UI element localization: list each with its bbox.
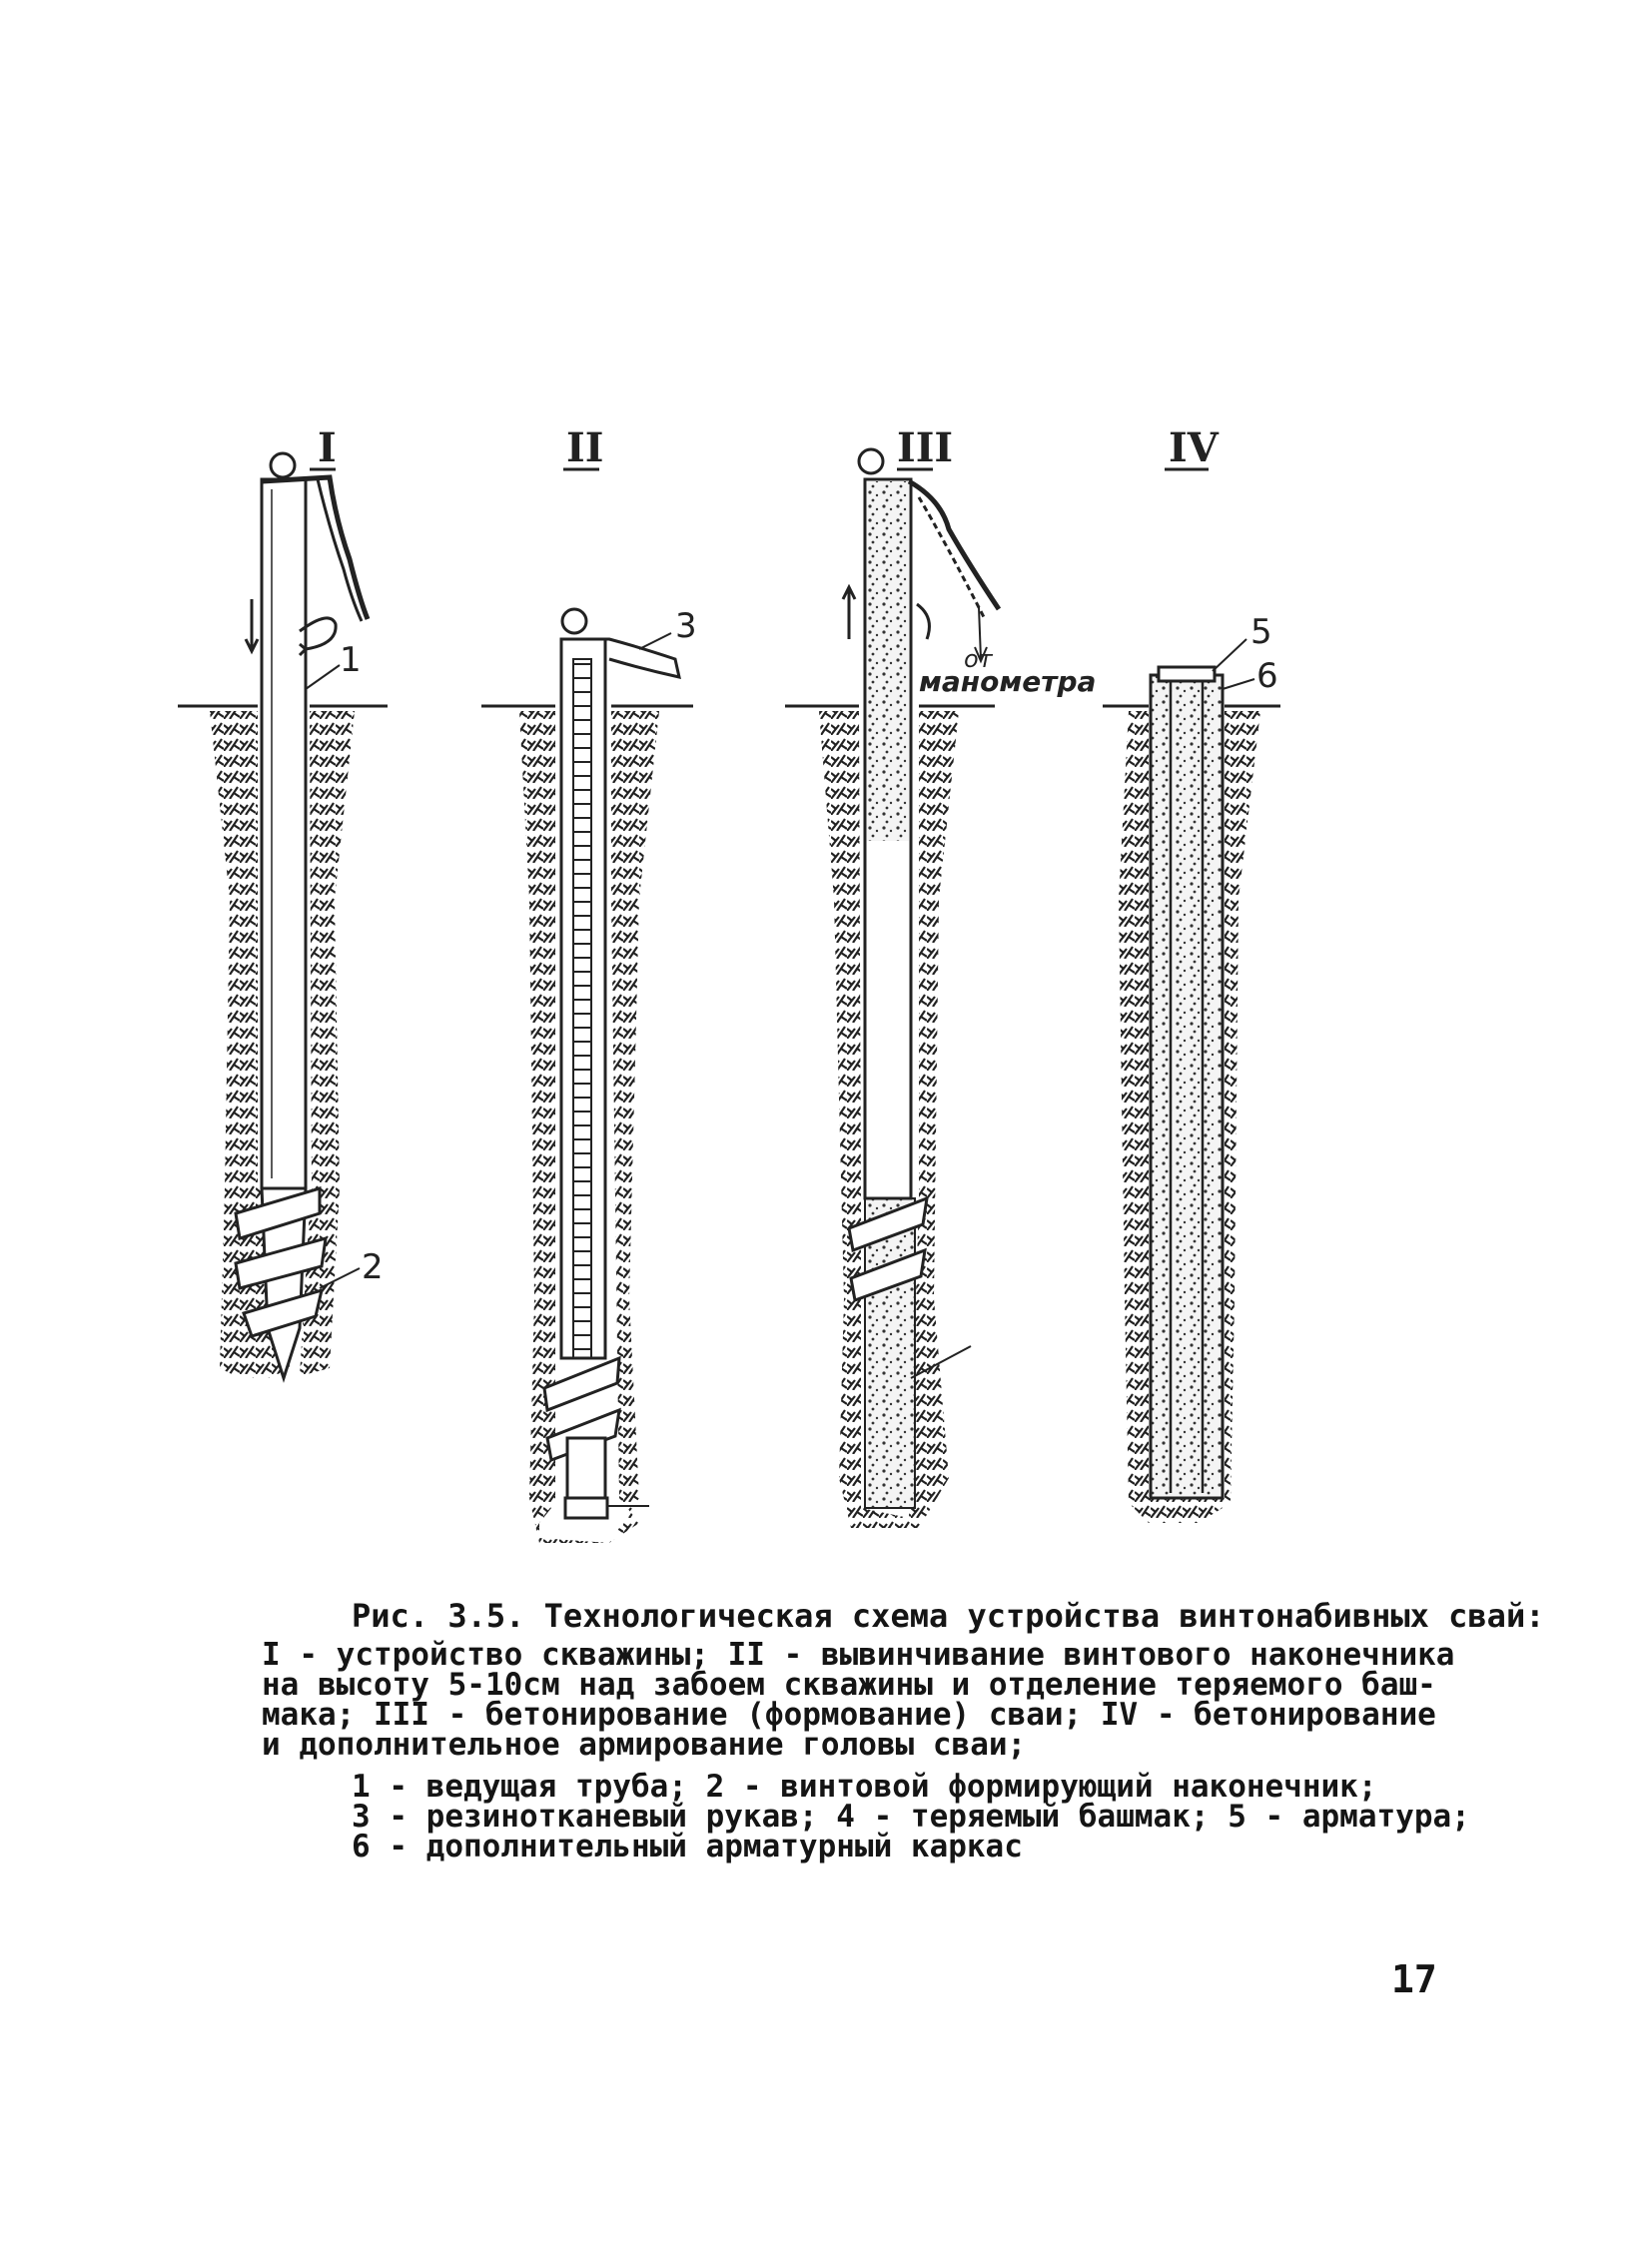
caption-legend-line: 6 - дополнительный арматурный каркас — [352, 1829, 1023, 1865]
stage-iv-drawing — [1103, 424, 1280, 1523]
caption-stage-line: мака; III - бетонирование (формование) сваи; IV - бетонирование — [262, 1697, 1436, 1733]
callout-2: 2 — [362, 1247, 384, 1287]
caption-stage-line: на высоту 5-10см над забоем скважины и отделение теряемого баш- — [262, 1667, 1436, 1703]
concrete-pile-stage-iv — [1151, 675, 1223, 1498]
callout-1: 1 — [340, 640, 362, 680]
caption-stage-line: и дополнительное армирование головы сваи; — [262, 1727, 1027, 1763]
stage-iii-drawing — [785, 424, 1096, 1528]
swivel-head-icon — [271, 453, 295, 477]
callout-manometer: манометра — [919, 665, 1097, 698]
stage-label-iii: III — [897, 424, 954, 471]
caption-title: Рис. 3.5. Технологическая схема устройства винтонабивных свай: — [352, 1597, 1545, 1635]
caption-legend-line: 1 - ведущая труба; 2 - винтовой формирующий наконечник; — [352, 1769, 1377, 1805]
caption-stage-line: I - устройство скважины; II - вывинчивание винтового наконечника — [262, 1637, 1455, 1673]
swivel-head-icon-3 — [859, 449, 883, 473]
stage-label-iv: IV — [1169, 424, 1219, 471]
page-number: 17 — [1391, 1957, 1437, 2001]
stage-label-ii: II — [566, 424, 604, 471]
callout-6: 6 — [1256, 656, 1278, 696]
drive-pipe-stage-i — [262, 479, 306, 1188]
stage-label-i: I — [318, 424, 337, 471]
concrete-column-stage-iii — [865, 1198, 915, 1508]
callout-manometer-top: от — [964, 645, 993, 673]
swivel-head-icon-2 — [562, 609, 586, 633]
stage-ii-drawing — [481, 424, 697, 1543]
callout-3: 3 — [675, 606, 697, 646]
extra-rebar-cage — [1159, 667, 1215, 681]
rebar-stage-ii — [573, 659, 591, 1358]
caption-legend-line: 3 - резинотканевый рукав; 4 - теряемый башмак; 5 - арматура; — [352, 1799, 1470, 1835]
stage-i-drawing — [178, 424, 388, 1378]
callout-5: 5 — [1250, 612, 1272, 652]
